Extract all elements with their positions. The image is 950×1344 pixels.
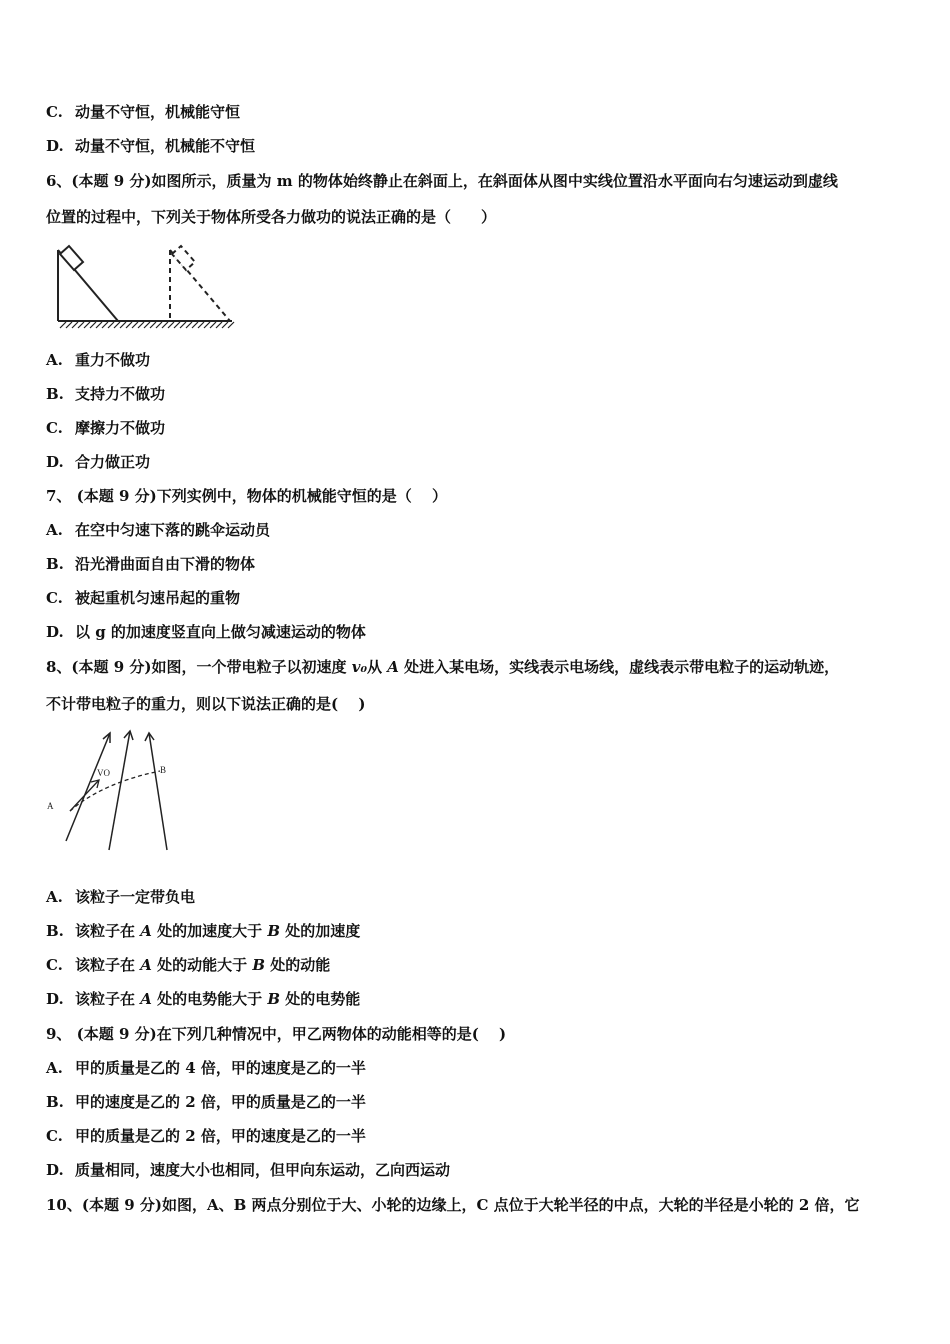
option-label: D. [46,990,64,1008]
stem-text: 从 [367,658,388,676]
dashed-incline [170,246,230,321]
option-text: 处的动能大于 [151,956,253,974]
option-label: B. [46,1093,64,1111]
q9-option-c [46,1126,366,1146]
q8-option-c [46,955,330,975]
point-a-symbol: A [140,956,152,974]
q7-option-a [46,520,270,540]
field-lines [66,731,167,850]
option-text: 处的电势能大于 [151,990,268,1008]
option-text: 甲的质量是乙的 4 倍，甲的速度是乙的一半 [75,1059,366,1077]
option-text: 该粒子在 [75,956,141,974]
ground-hatch [58,321,234,328]
option-text: 该粒子在 [75,922,141,940]
point-a-symbol: A [140,922,152,940]
label-a: A [47,801,54,811]
point-b-symbol: B [252,956,266,974]
q8-option-b [46,921,360,941]
stem-text: 处进入某电场，实线表示电场线，虚线表示带电粒子的运动轨迹， [398,658,840,676]
q6-option-b [46,384,165,404]
option-text: 重力不做功 [75,351,151,369]
q10-stem-line1: 10、(本题 9 分)如图，A、B 两点分别位于大、小轮的边缘上，C 点位于大轮半径的中点，大轮的半径是小轮的 2 倍，它 [46,1196,860,1214]
option-text: 甲的速度是乙的 2 倍，甲的质量是乙的一半 [75,1093,366,1111]
option-text: 甲的质量是乙的 2 倍，甲的速度是乙的一半 [75,1127,366,1145]
option-text: 该粒子在 [75,990,141,1008]
q9-option-b [46,1092,366,1112]
option-text: 被起重机匀速吊起的重物 [75,589,241,607]
q8-stem-line2: 不计带电粒子的重力，则以下说法正确的是( ) [46,695,366,713]
option-label: B. [46,555,64,573]
option-label: C. [46,419,63,437]
point-a-symbol: A [387,658,399,676]
stem-text: 8、(本题 9 分)如图，一个带电粒子以初速度 [46,658,352,676]
option-label: D. [46,137,64,155]
q8-stem-line1 [46,657,839,677]
q9-option-d [46,1160,450,1180]
q5-option-c [46,102,240,122]
option-label: D. [46,623,64,641]
q6-option-a [46,350,150,370]
q7-option-b [46,554,255,574]
option-text: 处的动能 [265,956,331,974]
option-text: 合力做正功 [75,453,151,471]
option-text: 沿光滑曲面自由下滑的物体 [75,555,256,573]
option-text: 在空中匀速下落的跳伞运动员 [75,521,271,539]
point-b-symbol: B [267,922,281,940]
option-text: 摩擦力不做功 [75,419,166,437]
option-text: 质量相同，速度大小也相同，但甲向东运动，乙向西运动 [75,1161,451,1179]
option-label: D. [46,1161,64,1179]
option-label: A. [46,888,63,906]
point-b-symbol: B [267,990,281,1008]
incline-figure [50,238,240,330]
v0-symbol: v₀ [351,658,368,676]
option-label: C. [46,103,63,121]
point-a-symbol: A [140,990,152,1008]
option-label: B. [46,922,64,940]
option-text: 动量不守恒，机械能不守恒 [75,137,256,155]
q6-option-d [46,452,150,472]
option-label: A. [46,1059,63,1077]
option-label: A. [46,521,63,539]
option-label: B. [46,385,64,403]
q5-option-d [46,136,255,156]
option-text: 动量不守恒，机械能守恒 [75,103,241,121]
option-text: 处的加速度大于 [151,922,268,940]
q8-option-a [46,887,195,907]
solid-incline [58,246,118,321]
q8-option-d [46,989,360,1009]
q9-stem: 9、 (本题 9 分)在下列几种情况中，甲乙两物体的动能相等的是( ) [46,1025,507,1043]
trajectory-dashed [70,771,160,811]
q7-stem: 7、 (本题 9 分)下列实例中，物体的机械能守恒的是（ ） [46,487,447,505]
option-label: D. [46,453,64,471]
option-text: 处的电势能 [280,990,361,1008]
q6-stem-line1: 6、(本题 9 分)如图所示，质量为 m 的物体始终静止在斜面上，在斜面体从图中实线位置沿水平面向右匀速运动到虚线 [46,172,838,190]
q7-option-c [46,588,240,608]
option-label: C. [46,589,63,607]
velocity-arrow [70,780,99,811]
option-text: 该粒子一定带负电 [75,888,196,906]
label-b: B [160,765,167,775]
q7-option-d [46,622,366,642]
option-text: 以 g 的加速度竖直向上做匀减速运动的物体 [75,623,366,641]
q6-option-c [46,418,165,438]
electric-field-figure [42,725,182,855]
option-text: 处的加速度 [280,922,361,940]
option-label: C. [46,1127,63,1145]
option-label: C. [46,956,63,974]
q6-stem-line2: 位置的过程中，下列关于物体所受各力做功的说法正确的是（ ） [46,208,497,226]
label-v0: VO [97,768,110,778]
option-label: A. [46,351,63,369]
q9-option-a [46,1058,366,1078]
option-text: 支持力不做功 [75,385,166,403]
